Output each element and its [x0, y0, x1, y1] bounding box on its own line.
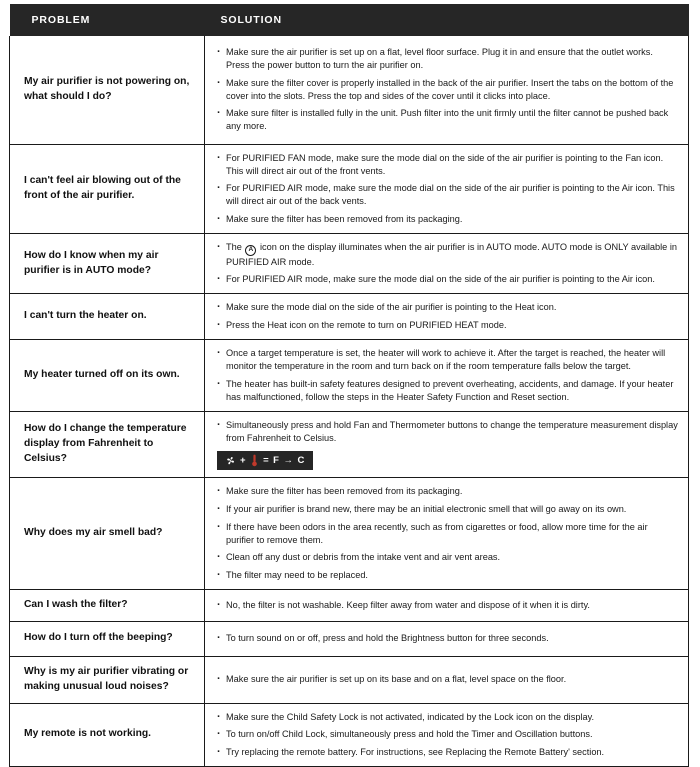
- table-row: [10, 36, 689, 144]
- problem-cell: I can't turn the heater on.: [10, 294, 205, 340]
- solution-cell: [205, 233, 689, 294]
- fahrenheit-celsius-key-combo: [217, 451, 313, 470]
- plus-symbol: +: [240, 454, 247, 466]
- list-item: · Make sure filter is installed fully in the unit. Push filter into the unit firmly until the filter cannot be pushed back any more.: [217, 107, 678, 133]
- problem-cell: How do I turn off the beeping?: [10, 621, 205, 656]
- solution-list: [217, 485, 678, 581]
- arrow-right-icon: →: [283, 454, 294, 466]
- table-row: [10, 294, 689, 340]
- list-item: · Once a target temperature is set, the heater will work to achieve it. After the target is reached, the heater will monitor the temperature in the room and turn back on if the room temperature falls below the target.: [217, 347, 678, 373]
- troubleshooting-table: [9, 4, 689, 767]
- list-item: · Make sure the filter has been removed from its packaging.: [217, 213, 678, 226]
- solution-cell: [205, 703, 689, 766]
- solution-cell: [205, 478, 689, 589]
- solution-list: [217, 347, 678, 404]
- list-item: · Try replacing the remote battery. For instructions, see Replacing the Remote Battery' section.: [217, 746, 678, 759]
- list-item: · Make sure the Child Safety Lock is not activated, indicated by the Lock icon on the display.: [217, 711, 678, 724]
- solution-list: [217, 152, 678, 226]
- solution-list: [217, 419, 678, 445]
- problem-cell: How do I change the temperature display from Fahrenheit to Celsius?: [10, 411, 205, 478]
- list-item: · To turn on/off Child Lock, simultaneously press and hold the Timer and Oscillation buttons.: [217, 728, 678, 741]
- auto-mode-icon: A: [245, 245, 256, 256]
- solution-list: [217, 241, 678, 287]
- thermometer-icon: [250, 454, 259, 467]
- solution-text-after-icon: icon on the display illuminates when the air purifier is in AUTO mode. AUTO mode is ONLY available in PURIFIED AIR mode.: [226, 241, 677, 267]
- list-item: · Make sure the filter cover is properly installed in the back of the air purifier. Insert the tabs on the bottom of the cover into the slots. Press the top and sides of the cover until it clicks into place.: [217, 77, 678, 103]
- column-header-problem: PROBLEM: [10, 4, 205, 36]
- solution-list: [217, 711, 678, 759]
- table-row: [10, 589, 689, 621]
- solution-cell: [205, 621, 689, 656]
- table-header: [10, 4, 689, 36]
- solution-list: [217, 632, 678, 645]
- header-row: [10, 4, 689, 36]
- problem-cell: My remote is not working.: [10, 703, 205, 766]
- table-row: [10, 144, 689, 233]
- table-row: [10, 703, 689, 766]
- column-header-solution: SOLUTION: [205, 4, 689, 36]
- list-item: · For PURIFIED FAN mode, make sure the mode dial on the side of the air purifier is pointing to the Fan icon. This will direct air out of the front vents.: [217, 152, 678, 178]
- solution-cell: [205, 411, 689, 478]
- problem-cell: Why is my air purifier vibrating or making unusual loud noises?: [10, 656, 205, 703]
- solution-text-before-icon: The: [226, 241, 245, 252]
- solution-cell: [205, 340, 689, 412]
- solution-list: [217, 599, 678, 612]
- list-item: · Make sure the air purifier is set up on a flat, level floor surface. Plug it in and ensure that the outlet works. Press the power button to turn the air purifier on.: [217, 46, 678, 72]
- table-row: [10, 411, 689, 478]
- list-item: · For PURIFIED AIR mode, make sure the mode dial on the side of the air purifier is pointing to the Air icon.: [217, 273, 678, 286]
- solution-cell: [205, 294, 689, 340]
- list-item: · If there have been odors in the area recently, such as from cigarettes or food, allow more time for the air purifier to remove them.: [217, 521, 678, 547]
- solution-cell: [205, 36, 689, 144]
- table-row: [10, 621, 689, 656]
- problem-cell: Why does my air smell bad?: [10, 478, 205, 589]
- problem-cell: Can I wash the filter?: [10, 589, 205, 621]
- solution-list: [217, 673, 678, 686]
- list-item: · Simultaneously press and hold Fan and Thermometer buttons to change the temperature measurement display from Fahrenheit to Celsius.: [217, 419, 678, 445]
- fahrenheit-label: F: [273, 454, 280, 466]
- solution-list: [217, 46, 678, 133]
- list-item: · Make sure the air purifier is set up on its base and on a flat, level space on the floor.: [217, 673, 678, 686]
- solution-cell: [205, 656, 689, 703]
- list-item: · The heater has built-in safety features designed to prevent overheating, accidents, and damage. If your heater has malfunctioned, follow the steps in the Heater Safety Function and Reset section.: [217, 378, 678, 404]
- list-item: · For PURIFIED AIR mode, make sure the mode dial on the side of the air purifier is pointing to the Air icon. This will direct air out of the back vents.: [217, 182, 678, 208]
- table-body: [10, 36, 689, 766]
- solution-cell: [205, 589, 689, 621]
- list-item: · If your air purifier is brand new, there may be an initial electronic smell that will go away on its own.: [217, 503, 678, 516]
- problem-cell: I can't feel air blowing out of the front of the air purifier.: [10, 144, 205, 233]
- list-item: · To turn sound on or off, press and hold the Brightness button for three seconds.: [217, 632, 678, 645]
- problem-cell: How do I know when my air purifier is in AUTO mode?: [10, 233, 205, 294]
- list-item: · No, the filter is not washable. Keep filter away from water and dispose of it when it is dirty.: [217, 599, 678, 612]
- list-item: · Clean off any dust or debris from the intake vent and air vent areas.: [217, 551, 678, 564]
- list-item: [217, 241, 678, 269]
- problem-cell: My heater turned off on its own.: [10, 340, 205, 412]
- solution-list: [217, 301, 678, 332]
- list-item: · The filter may need to be replaced.: [217, 569, 678, 582]
- list-item: · Make sure the filter has been removed from its packaging.: [217, 485, 678, 498]
- equals-symbol: =: [263, 454, 270, 466]
- problem-cell: My air purifier is not powering on, what should I do?: [10, 36, 205, 144]
- list-item: · Press the Heat icon on the remote to turn on PURIFIED HEAT mode.: [217, 319, 678, 332]
- celsius-label: C: [297, 454, 305, 466]
- fan-icon: [225, 455, 236, 466]
- list-item: · Make sure the mode dial on the side of the air purifier is pointing to the Heat icon.: [217, 301, 678, 314]
- table-row: [10, 478, 689, 589]
- table-row: [10, 233, 689, 294]
- table-row: [10, 340, 689, 412]
- table-row: [10, 656, 689, 703]
- solution-cell: [205, 144, 689, 233]
